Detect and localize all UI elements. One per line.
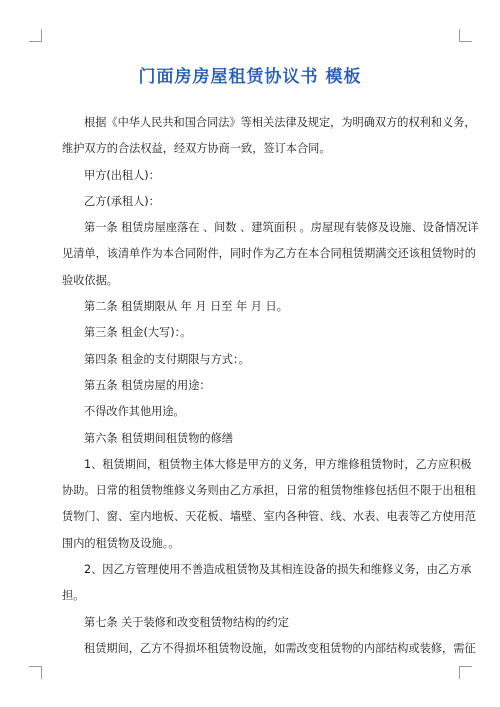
body-line: 协助。日常的租赁物维修义务则由乙方承担，日常的租赁物维修包括但不限于出租租 (62, 484, 476, 498)
body-line: 1、租赁期间，租赁物主体大修是甲方的义务，甲方维修租赁物时，乙方应积极 (84, 457, 472, 471)
document-title: 门面房房屋租赁协议书 模板 (138, 67, 362, 87)
body-line: 租赁期间，乙方不得损坏租赁物设施，如需改变租赁物的内部结构或装修，需征 (84, 641, 476, 655)
body-line: 乙方(承租人)： (84, 194, 160, 208)
body-line: 围内的租赁物及设施。。 (62, 536, 180, 550)
body-line: 维护双方的合法权益，经双方协商一致，签订本合同。 (62, 142, 331, 156)
body-line: 担。 (62, 589, 85, 603)
crop-mark-bottom-right (459, 666, 472, 679)
body-line: 见清单，该清单作为本合同附件，同时作为乙方在本合同租赁期满交还该租赁物时的 (62, 247, 476, 261)
body-line: 验收依据。 (62, 273, 118, 287)
body-line: 第四条 租金的支付期限与方式：。 (84, 352, 250, 366)
document-body (62, 110, 479, 662)
body-line: 第五条 租赁房屋的用途： (84, 378, 211, 392)
body-line: 2、因乙方管理使用不善造成租赁物及其相连设备的损失和维修义务，由乙方承 (84, 563, 472, 577)
body-line: 第一条 租赁房屋座落在 、间数 、建筑面积 。房屋现有装修及设施、设备情况详 (84, 221, 479, 235)
crop-mark-bottom-left (29, 666, 42, 679)
body-line: 第六条 租赁期间租赁物的修缮 (84, 431, 233, 445)
body-line: 甲方(出租人)： (84, 168, 160, 182)
body-line: 赁物门、窗、室内地板、天花板、墙壁、室内各种管、线、水表、电表等乙方使用范 (62, 510, 476, 524)
body-line: 不得改作其他用途。 (84, 405, 185, 419)
crop-mark-top-left (29, 29, 42, 42)
body-line: 根据《中华人民共和国合同法》等相关法律及规定，为明确双方的权利和义务， (84, 116, 476, 129)
body-line: 第三条 租金(大写)：。 (84, 326, 192, 340)
crop-mark-top-right (459, 29, 472, 42)
body-line: 第二条 租赁期限从 年 月 日至 年 月 日。 (84, 300, 288, 314)
body-line: 第七条 关于装修和改变租赁物结构的约定 (84, 615, 289, 629)
